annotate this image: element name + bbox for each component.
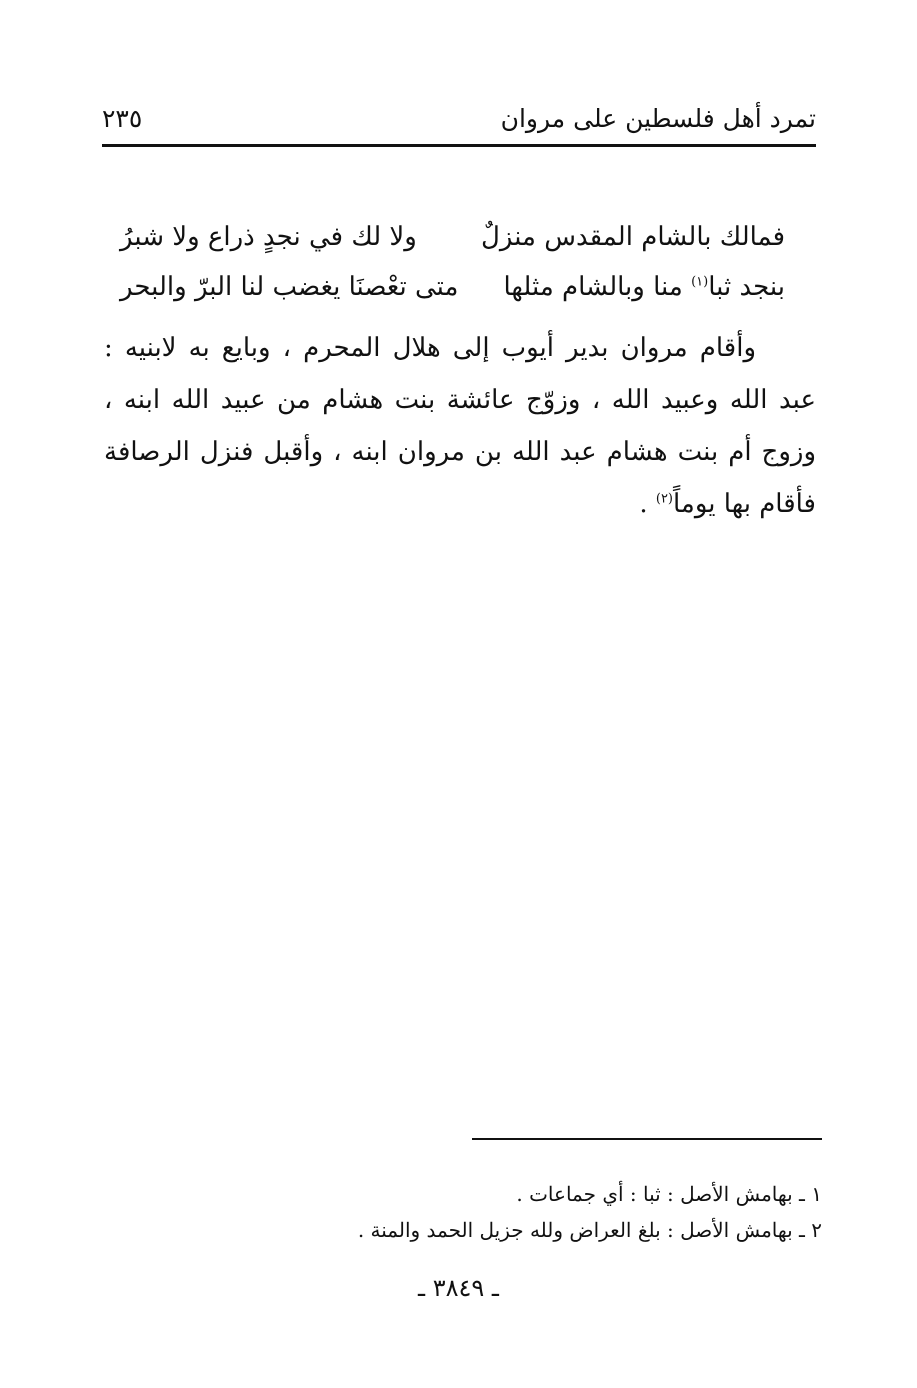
paragraph-end: . <box>639 489 656 519</box>
footnote-item: ٢ ـ بهامش الأصل : بلغ العراض ولله جزيل الحمد والمنة . <box>357 1218 822 1242</box>
footnote-marker: (١) <box>691 274 709 290</box>
verse-first-hemistich <box>503 272 785 302</box>
paragraph <box>104 322 816 530</box>
running-header <box>102 100 816 147</box>
footnotes <box>300 1176 822 1248</box>
running-title: تمرد أهل فلسطين على مروان <box>500 104 816 133</box>
verse-text: منا وبالشام مثلها <box>503 272 692 302</box>
paragraph-text: وأقام مروان بدير أيوب إلى هلال المحرم ، وبايع به لابنيه : عبد الله وعبيد الله ، وزوّج عائشة بنت هشام من عبيد الله ابنه ، وزوج أم بنت هشام عبد الله بن مروان ابنه ، وأقبل فنزل الرصافة فأقام بها يوماً <box>104 333 816 519</box>
verse-text: بنجد ثبا <box>708 272 785 302</box>
page-number: ٢٣٥ <box>102 104 143 133</box>
poem-verse <box>120 272 785 312</box>
footnote-marker: (٢) <box>655 491 673 507</box>
verse-second-hemistich: ولا لك في نجدٍ ذراع ولا شبرُ <box>120 222 417 252</box>
verse-second-hemistich: متى تعْصنَا يغضب لنا البرّ والبحر <box>120 272 459 302</box>
verse-first-hemistich: فمالك بالشام المقدس منزلٌ <box>480 222 785 252</box>
poem-verse <box>120 222 785 262</box>
footnote-separator <box>472 1138 822 1140</box>
folio-number: ـ ٣٨٤٩ ـ <box>418 1274 499 1302</box>
footnote-item: ١ ـ بهامش الأصل : ثبا : أي جماعات . <box>516 1182 822 1206</box>
body-paragraph <box>104 322 816 530</box>
